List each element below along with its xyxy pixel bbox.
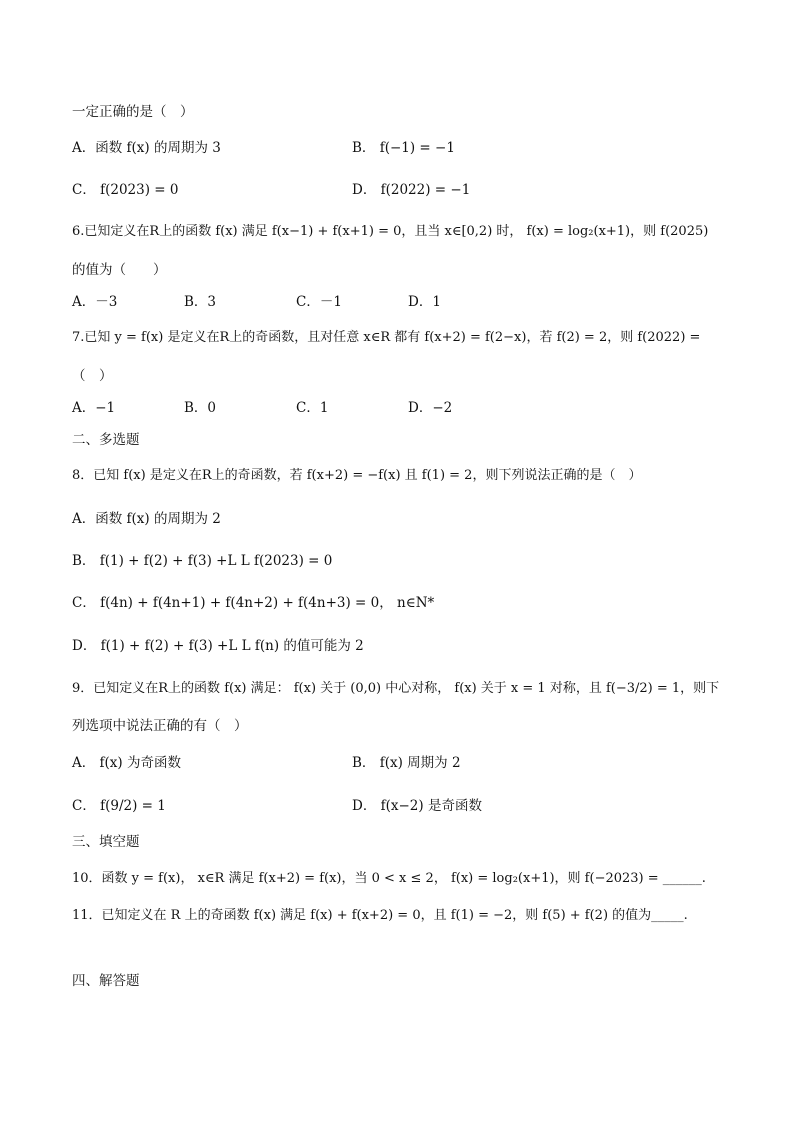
q7-option-c: C．1 [296, 400, 329, 416]
q11: 11．已知定义在 R 上的奇函数 f(x) 满足 f(x) + f(x+2) = 0，且 f(1) = −2，则 f(5) + f(2) 的值为_____. [72, 908, 688, 923]
q5-tail: 一定正确的是（ ） [72, 104, 194, 120]
q9-option-d: D． f(x−2) 是奇函数 [352, 798, 482, 814]
q5-option-c: C． f(2023) = 0 [72, 182, 179, 198]
q9-option-c: C． f(9/2) = 1 [72, 798, 166, 814]
q5-option-d: D． f(2022) = −1 [352, 182, 471, 198]
q8-stem: 8．已知 f(x) 是定义在R上的奇函数，若 f(x+2) = −f(x) 且 f(1) = 2，则下列说法正确的是（ ） [72, 468, 642, 483]
q9-stem: 9．已知定义在R上的函数 f(x) 满足： f(x) 关于 (0,0) 中心对称， f(x) 关于 x = 1 对称，且 f(−3/2) = 1，则下 [72, 681, 720, 696]
section-heading-solutions: 四、解答题 [72, 973, 140, 989]
q5-option-b: B． f(−1) = −1 [352, 140, 455, 156]
q7-stem: 7.已知 y = f(x) 是定义在R上的奇函数，且对任意 x∈R 都有 f(x+2) = f(2−x)，若 f(2) = 2，则 f(2022) = [72, 330, 701, 345]
q7-stem-cont: （ ） [72, 368, 113, 384]
q9-option-b: B． f(x) 周期为 2 [352, 755, 461, 771]
q6-stem: 6.已知定义在R上的函数 f(x) 满足 f(x−1) + f(x+1) = 0，且当 x∈[0,2) 时， f(x) = log₂(x+1)，则 f(2025) [72, 224, 709, 239]
q6-stem-cont: 的值为（ ） [72, 262, 167, 278]
q8-option-a: A．函数 f(x) 的周期为 2 [72, 511, 221, 527]
q6-option-a: A．－3 [72, 294, 118, 310]
section-heading-fill-in: 三、填空题 [72, 834, 140, 850]
q6-option-d: D．1 [408, 294, 441, 310]
section-heading-multiple-choice: 二、多选题 [72, 432, 140, 448]
q8-option-d: D． f(1) + f(2) + f(3) +L L f(n) 的值可能为 2 [72, 638, 364, 654]
q6-option-c: C．－1 [296, 294, 342, 310]
q9-option-a: A． f(x) 为奇函数 [72, 755, 181, 771]
q10: 10．函数 y = f(x)， x∈R 满足 f(x+2) = f(x)，当 0 < x ≤ 2， f(x) = log₂(x+1)，则 f(−2023) = ______. [72, 871, 706, 886]
q6-option-b: B．3 [184, 294, 217, 310]
q8-option-c: C． f(4n) + f(4n+1) + f(4n+2) + f(4n+3) = 0， n∈N* [72, 595, 435, 611]
q9-stem-cont: 列选项中说法正确的有（ ） [72, 718, 248, 734]
q7-option-b: B．0 [184, 400, 217, 416]
q7-option-a: A．−1 [72, 400, 116, 416]
q7-option-d: D．−2 [408, 400, 453, 416]
q8-option-b: B． f(1) + f(2) + f(3) +L L f(2023) = 0 [72, 553, 333, 569]
q5-option-a: A．函数 f(x) 的周期为 3 [72, 140, 221, 156]
